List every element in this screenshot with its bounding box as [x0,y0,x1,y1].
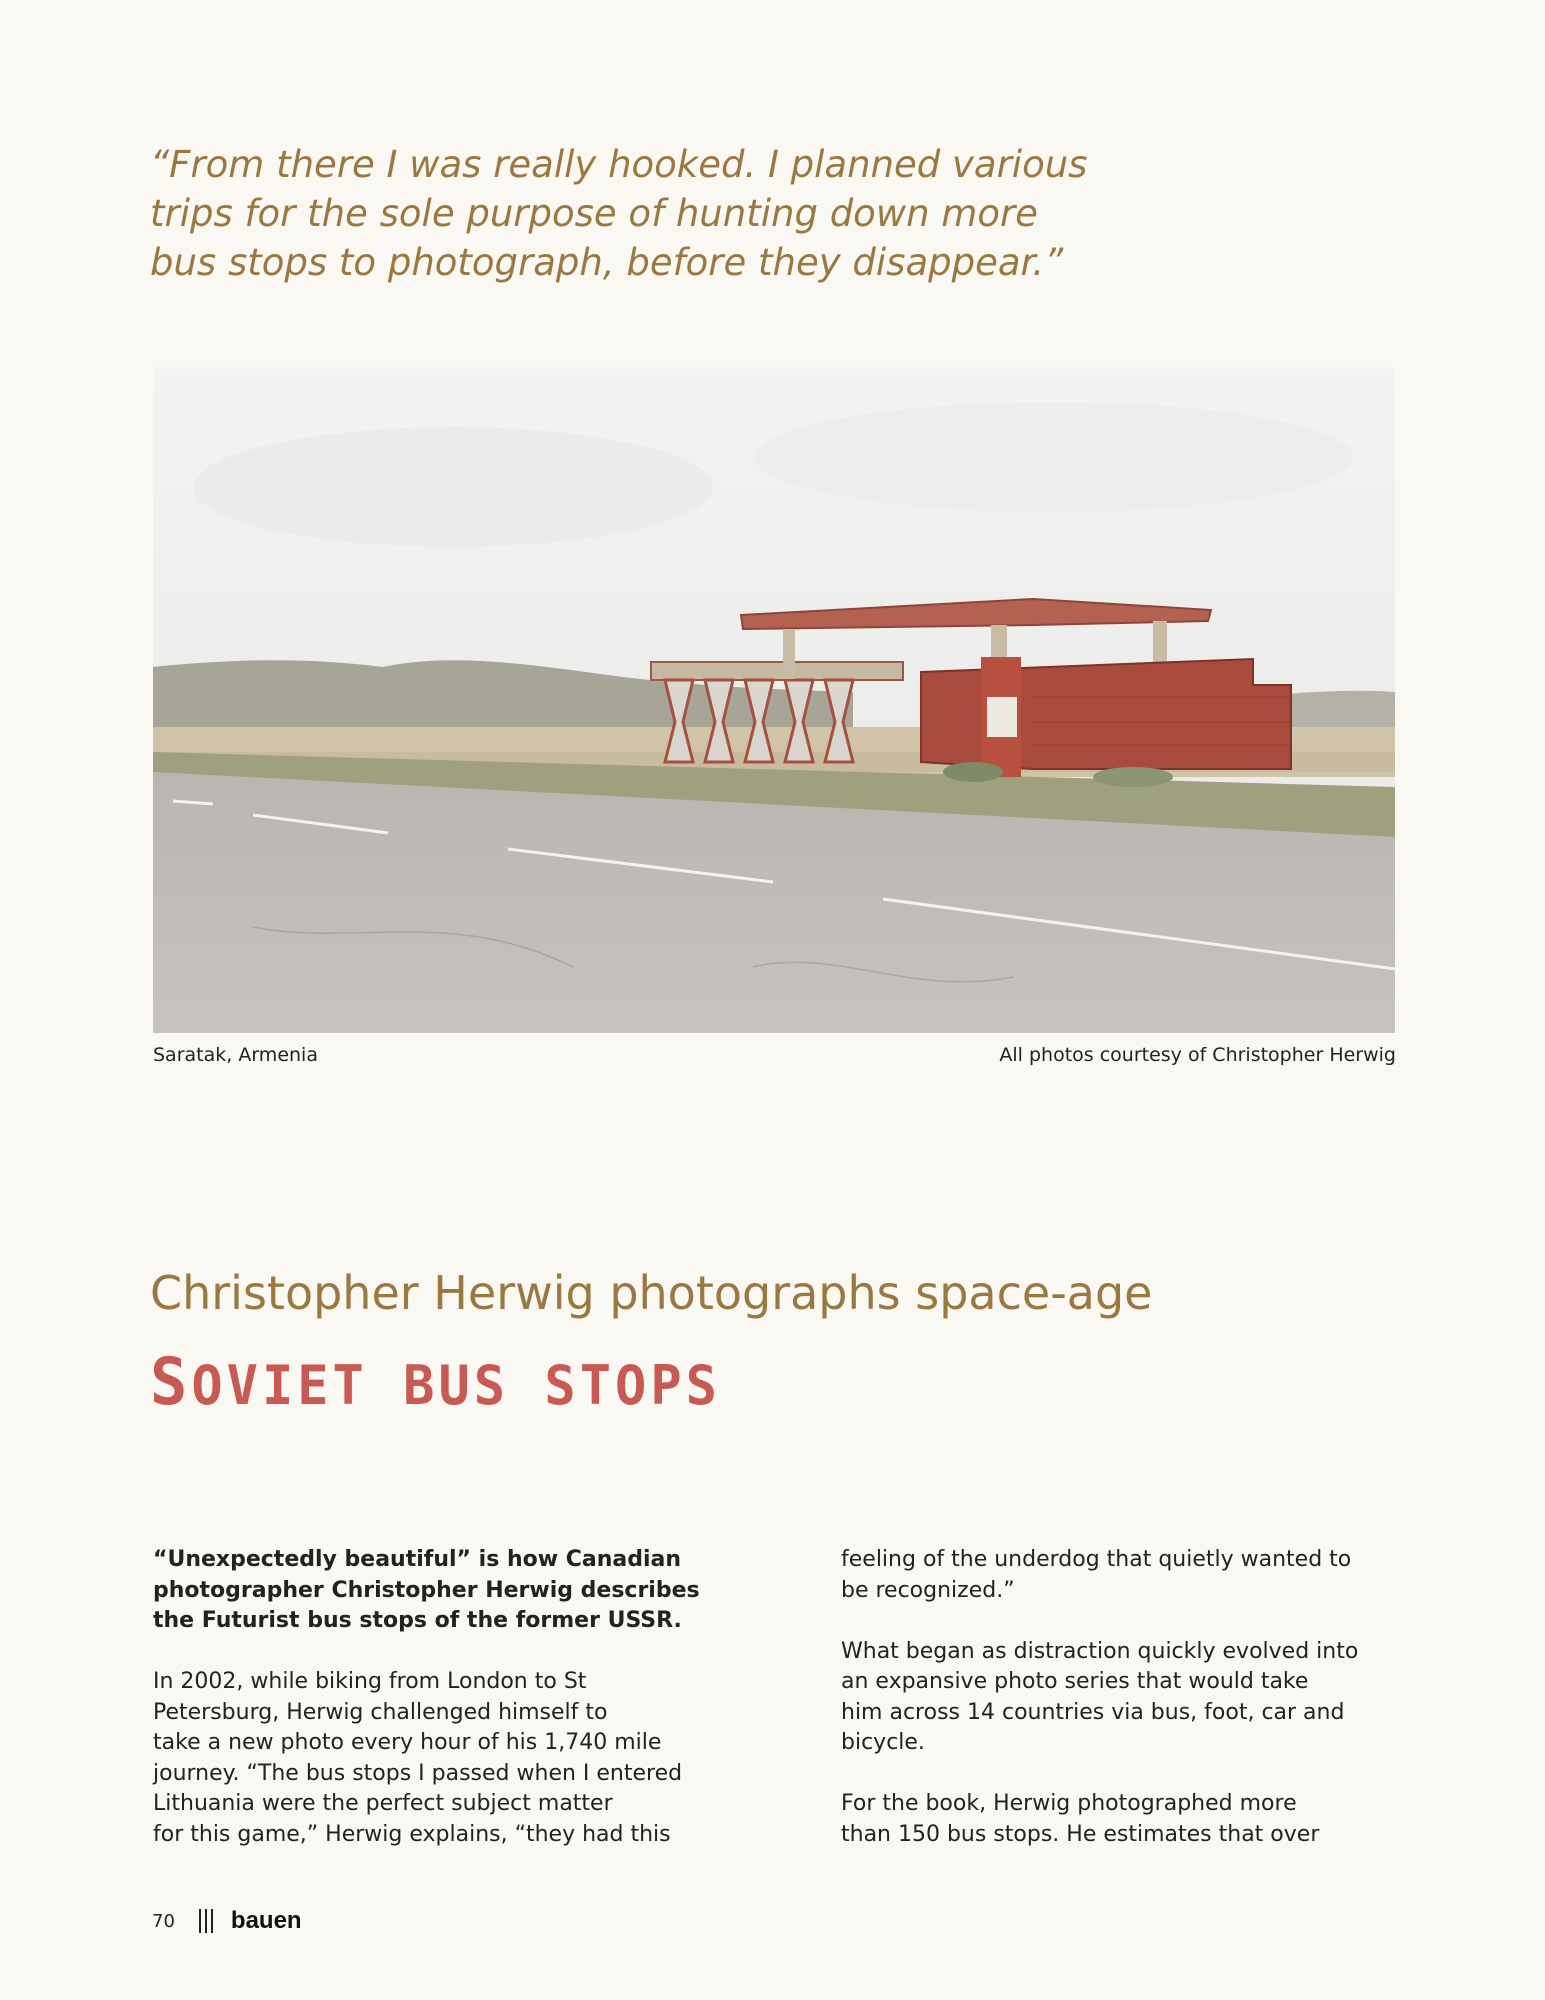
bus-stop-illustration [153,367,1395,1033]
separator-bars-icon [199,1908,213,1934]
magazine-brand: bauen [230,1907,302,1934]
cloud [753,402,1353,512]
headline-kicker: Christopher Herwig photographs space-age [150,1266,1153,1320]
photo-credit: All photos courtesy of Christopher Herwig [999,1044,1396,1066]
text-line: For the book, Herwig photographed more [841,1791,1297,1816]
bus-stop-photo [153,367,1395,1033]
article-paragraph [841,1637,1401,1759]
pull-quote-line: “From there I was really hooked. I planned various [150,143,1088,186]
brick-wall [921,659,1291,769]
text-line: “Unexpectedly beautiful” is how Canadian [153,1547,682,1572]
text-line: In 2002, while biking from London to St [153,1669,587,1694]
text-line: take a new photo every hour of his 1,740 mile [153,1730,662,1755]
text-line: for this game,” Herwig explains, “they had this [153,1821,671,1847]
article-paragraph [153,1667,713,1850]
text-line: bicycle. [841,1730,925,1755]
text-line: journey. “The bus stops I passed when I entered [153,1760,683,1786]
text-line: feeling of the underdog that quietly wanted to [841,1547,1352,1572]
text-line: the Futurist bus stops of the former USSR. [153,1608,682,1633]
canopy-post [783,629,795,679]
text-line: What began as distraction quickly evolved into [841,1638,1359,1664]
article-column-left [153,1545,713,1881]
text-line: than 150 bus stops. He estimates that over [841,1821,1320,1847]
text-line: an expansive photo series that would take [841,1669,1309,1694]
pull-quote-line: trips for the sole purpose of hunting down more [150,192,1038,235]
page-footer [152,1908,302,1934]
text-line: Lithuania were the perfect subject matter [153,1791,613,1816]
text-line: him across 14 countries via bus, foot, car and [841,1699,1345,1725]
text-line: photographer Christopher Herwig describes [153,1577,700,1603]
portal-roof [651,662,903,680]
headline-title-rest: OVIET BUS STOPS [191,1354,721,1418]
text-line: be recognized.” [841,1577,1015,1603]
text-line: Petersburg, Herwig challenged himself to [153,1699,608,1725]
photo-caption: Saratak, Armenia [153,1044,318,1066]
pull-quote-line: bus stops to photograph, before they disappear.” [150,241,1064,284]
cloud [193,427,713,547]
article-lede [153,1545,713,1637]
article-paragraph [841,1545,1401,1606]
page-number: 70 [152,1910,175,1932]
article-column-right [841,1545,1401,1881]
headline-title [150,1343,721,1420]
headline-title-initial: S [150,1343,192,1420]
article-paragraph [841,1789,1401,1850]
pull-quote [150,140,1090,287]
